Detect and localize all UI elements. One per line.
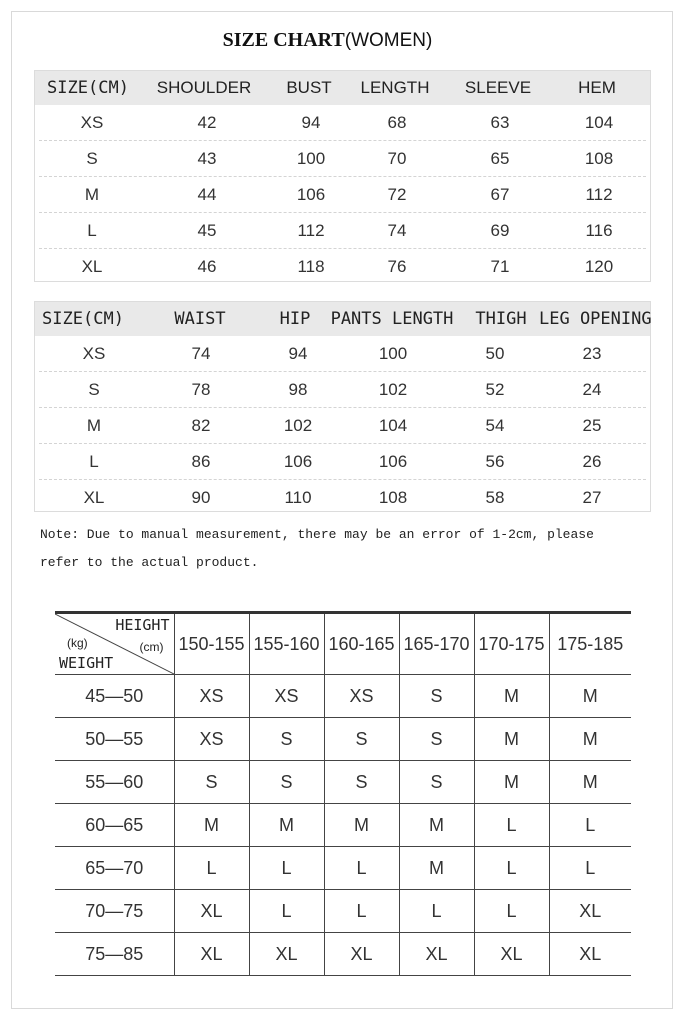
size-cell: S <box>324 718 399 761</box>
size-cell: M <box>174 804 249 847</box>
table-cell: 68 <box>387 112 407 132</box>
table-cell: 104 <box>378 415 408 435</box>
table-cell: 78 <box>191 379 211 399</box>
table-cell: XL <box>83 487 105 507</box>
table-header <box>55 613 631 675</box>
cm-unit-label: (cm) <box>139 640 164 654</box>
table-cell: 108 <box>584 148 614 168</box>
table-cell: M <box>86 415 102 435</box>
weight-range-cell: 65—70 <box>55 847 174 890</box>
table-cell: 54 <box>485 415 505 435</box>
table-cell: 58 <box>485 487 505 507</box>
table-cell: 74 <box>387 220 407 240</box>
table-cell: 42 <box>197 112 217 132</box>
table-cell: 52 <box>485 379 505 399</box>
weight-range-cell: 75—85 <box>55 933 174 976</box>
size-cell: S <box>174 761 249 804</box>
height-weight-table <box>55 611 631 976</box>
weight-range-cell: 70—75 <box>55 890 174 933</box>
table-cell: 44 <box>197 184 217 204</box>
table-cell: 43 <box>197 148 217 168</box>
table-cell: 46 <box>197 256 217 276</box>
size-cell: XL <box>549 933 631 976</box>
size-cell: L <box>324 890 399 933</box>
size-cell: S <box>399 675 474 718</box>
table-row <box>55 718 631 761</box>
table-cell: M <box>84 184 100 204</box>
table-cell: 120 <box>584 256 614 276</box>
table-row <box>55 804 631 847</box>
table-row <box>39 336 646 372</box>
size-cell: L <box>549 847 631 890</box>
size-cell: XL <box>474 933 549 976</box>
table-cell: S <box>86 148 98 168</box>
size-cell: L <box>474 890 549 933</box>
table-cell: 23 <box>582 343 602 363</box>
table-cell: 118 <box>297 256 325 276</box>
table-row <box>55 675 631 718</box>
table-cell: 76 <box>387 256 407 276</box>
table-row <box>39 141 646 177</box>
table-cell: 27 <box>582 487 602 507</box>
table-row <box>39 444 646 480</box>
size-cell: M <box>474 761 549 804</box>
size-cell: S <box>399 718 474 761</box>
size-cell: L <box>474 804 549 847</box>
height-label: HEIGHT <box>115 616 170 634</box>
table-cell: 116 <box>585 220 613 240</box>
height-range-header: 160-165 <box>324 613 399 675</box>
header-cell: PANTS LENGTH <box>330 309 454 329</box>
table-cell: 102 <box>378 379 408 399</box>
size-cell: M <box>324 804 399 847</box>
table-cell: S <box>88 379 100 399</box>
table-row <box>55 890 631 933</box>
header-cell: BUST <box>286 78 332 97</box>
size-cell: XL <box>174 933 249 976</box>
size-cell: L <box>399 890 474 933</box>
table-row <box>55 847 631 890</box>
corner-cell <box>55 613 174 675</box>
title-main: SIZE CHART <box>222 29 345 51</box>
size-cell: XL <box>174 890 249 933</box>
size-cell: XL <box>324 933 399 976</box>
page-title <box>0 29 655 52</box>
height-range-header: 150-155 <box>174 613 249 675</box>
size-cell: L <box>474 847 549 890</box>
header-cell: SIZE(CM) <box>42 309 124 329</box>
size-cell: L <box>174 847 249 890</box>
note-line-1: Note: Due to manual measurement, there may be an error of 1-2cm, please <box>40 527 594 542</box>
table-row <box>39 213 646 249</box>
table-cell: 110 <box>284 487 312 507</box>
size-cell: L <box>249 890 324 933</box>
table-cell: 94 <box>288 343 308 363</box>
title-suffix: (WOMEN) <box>344 30 433 51</box>
table-cell: 72 <box>387 184 407 204</box>
table-cell: 100 <box>296 148 326 168</box>
table-cell: 94 <box>301 112 321 132</box>
table-cell: 24 <box>582 379 602 399</box>
size-cell: M <box>549 718 631 761</box>
height-range-header: 170-175 <box>474 613 549 675</box>
table-cell: 69 <box>490 220 510 240</box>
size-cell: S <box>324 761 399 804</box>
table-row <box>39 177 646 213</box>
size-cell: XS <box>174 718 249 761</box>
size-cell: XL <box>549 890 631 933</box>
table-row <box>39 372 646 408</box>
table-cell: 45 <box>197 220 217 240</box>
table-cell: XL <box>81 256 103 276</box>
weight-range-cell: 55—60 <box>55 761 174 804</box>
table-row <box>55 933 631 976</box>
size-cell: M <box>549 675 631 718</box>
kg-unit-label: (kg) <box>67 636 88 650</box>
size-cell: XS <box>249 675 324 718</box>
table-cell: XS <box>80 112 104 132</box>
table-cell: 82 <box>191 415 211 435</box>
header-cell: SHOULDER <box>156 78 252 97</box>
note-line-2: refer to the actual product. <box>40 555 259 570</box>
table-cell: 67 <box>490 184 510 204</box>
size-cell: M <box>549 761 631 804</box>
table-cell: 112 <box>297 220 325 240</box>
table-cell: 86 <box>191 451 211 471</box>
size-cell: S <box>249 718 324 761</box>
table-row <box>55 761 631 804</box>
table-cell: 25 <box>582 415 602 435</box>
weight-range-cell: 50—55 <box>55 718 174 761</box>
table-cell: 74 <box>191 343 211 363</box>
size-cell: XS <box>324 675 399 718</box>
table-cell: 98 <box>288 379 308 399</box>
tops-size-table <box>34 70 651 282</box>
size-cell: M <box>474 718 549 761</box>
weight-range-cell: 60—65 <box>55 804 174 847</box>
size-cell: M <box>399 804 474 847</box>
table-cell: 70 <box>387 148 407 168</box>
header-cell: HIP <box>279 309 311 329</box>
header-cell: THIGH <box>475 309 527 329</box>
table-cell: 106 <box>378 451 408 471</box>
table-row <box>39 480 646 515</box>
table-row <box>39 408 646 444</box>
header-cell: LENGTH <box>360 78 430 97</box>
table-cell: L <box>87 220 97 240</box>
header-cell: SIZE(CM) <box>47 78 129 98</box>
table-cell: 104 <box>584 112 614 132</box>
weight-label: WEIGHT <box>59 654 114 672</box>
size-cell: M <box>399 847 474 890</box>
weight-range-cell: 45—50 <box>55 675 174 718</box>
table-cell: 106 <box>296 184 326 204</box>
size-cell: L <box>324 847 399 890</box>
table-cell: 90 <box>191 487 211 507</box>
size-cell: S <box>399 761 474 804</box>
size-cell: S <box>249 761 324 804</box>
header-cell: LEG OPENING <box>539 309 652 329</box>
size-cell: XL <box>399 933 474 976</box>
size-cell: XS <box>174 675 249 718</box>
size-cell: L <box>549 804 631 847</box>
header-cell: WAIST <box>174 309 226 329</box>
table-cell: 106 <box>283 451 313 471</box>
table-cell: 65 <box>490 148 510 168</box>
height-range-header: 175-185 <box>549 613 631 675</box>
header-cell: SLEEVE <box>464 78 532 97</box>
size-cell: XL <box>249 933 324 976</box>
table-cell: XS <box>82 343 106 363</box>
table-cell: 102 <box>283 415 313 435</box>
table-cell: L <box>89 451 99 471</box>
pants-size-table <box>34 301 651 512</box>
table-cell: 112 <box>585 184 613 204</box>
table-row <box>39 105 646 141</box>
header-cell: HEM <box>578 78 616 97</box>
size-cell: M <box>474 675 549 718</box>
height-range-header: 165-170 <box>399 613 474 675</box>
table-header <box>35 302 650 336</box>
table-cell: 108 <box>378 487 408 507</box>
size-cell: M <box>249 804 324 847</box>
table-cell: 100 <box>378 343 408 363</box>
table-cell: 71 <box>490 256 510 276</box>
table-cell: 26 <box>582 451 602 471</box>
size-cell: L <box>249 847 324 890</box>
table-row <box>39 249 646 284</box>
table-header <box>35 71 650 105</box>
table-cell: 50 <box>485 343 505 363</box>
table-cell: 63 <box>490 112 510 132</box>
table-cell: 56 <box>485 451 505 471</box>
height-range-header: 155-160 <box>249 613 324 675</box>
